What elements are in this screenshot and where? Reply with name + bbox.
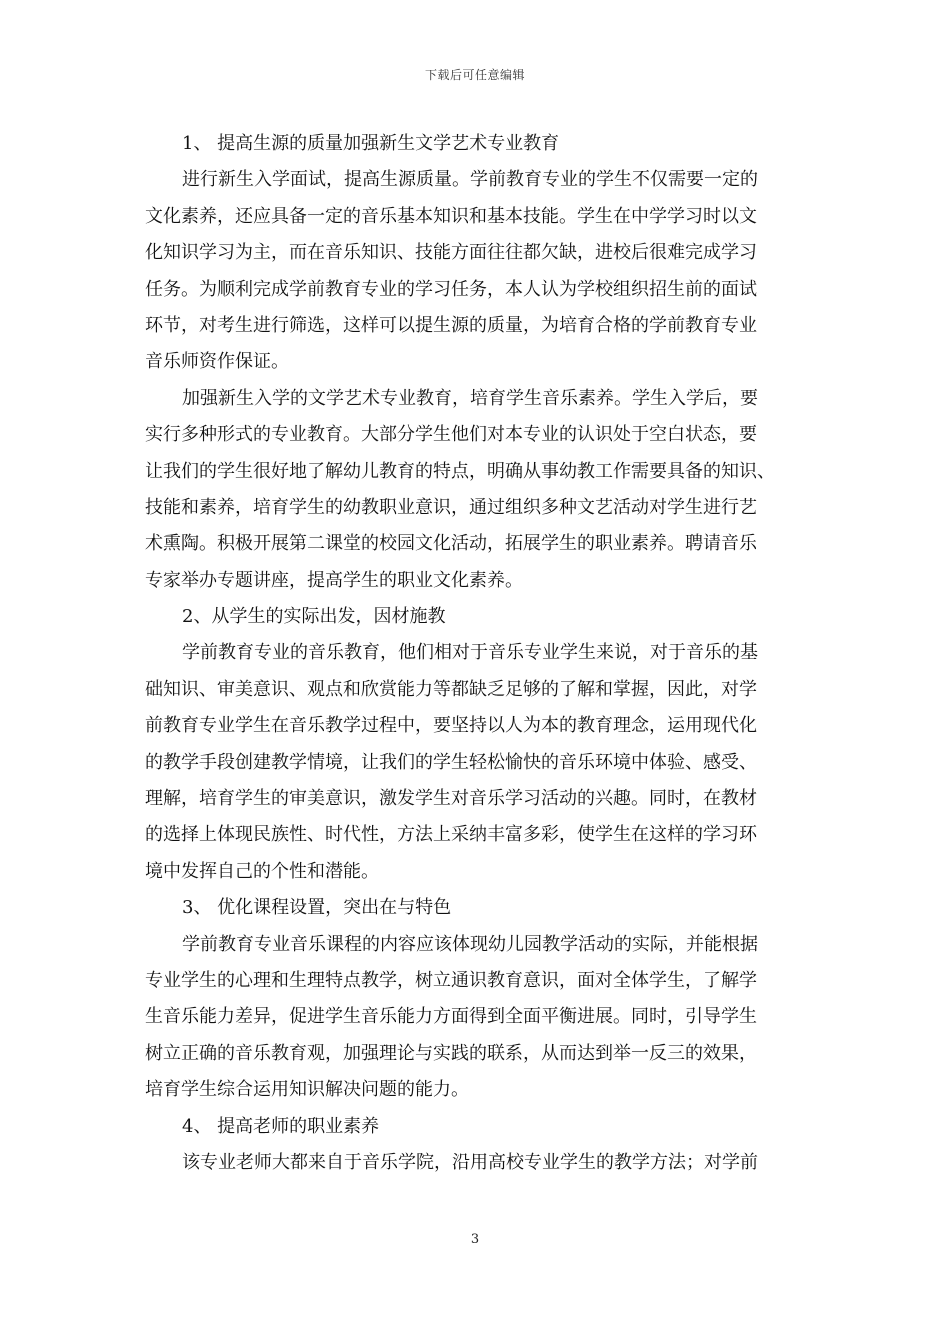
page-header: 下载后可任意编辑 — [424, 68, 525, 82]
text-line: 培育学生综合运用知识解决问题的能力。 — [145, 1079, 469, 1101]
text-line: 1、 提高生源的质量加强新生文学艺术专业教育 — [182, 133, 560, 154]
text-line: 2、从学生的实际出发，因材施教 — [182, 606, 446, 628]
text-line: 环节，对考生进行筛选，这样可以提生源的质量，为培育合格的学前教育专业 — [145, 314, 757, 336]
text-line: 学前教育专业音乐课程的内容应该体现幼儿园教学活动的实际，并能根据 — [182, 933, 758, 955]
text-line: 音乐师资作保证。 — [145, 351, 289, 373]
text-line: 境中发挥自己的个性和潜能。 — [145, 860, 379, 882]
text-line: 础知识、审美意识、观点和欣赏能力等都缺乏足够的了解和掌握，因此，对学 — [145, 678, 757, 700]
text-line: 化知识学习为主，而在音乐知识、技能方面往往都欠缺，进校后很难完成学习 — [145, 242, 757, 264]
text-line: 专家举办专题讲座，提高学生的职业文化素养。 — [145, 569, 523, 591]
page-number: 3 — [470, 1232, 480, 1247]
text-line: 任务。为顺利完成学前教育专业的学习任务，本人认为学校组织招生前的面试 — [145, 278, 757, 300]
text-line: 专业学生的心理和生理特点教学，树立通识教育意识，面对全体学生，了解学 — [145, 969, 757, 991]
text-line: 文化素养，还应具备一定的音乐基本知识和基本技能。学生在中学学习时以文 — [145, 205, 757, 227]
text-line: 学前教育专业的音乐教育，他们相对于音乐专业学生来说，对于音乐的基 — [182, 642, 758, 664]
text-line: 让我们的学生很好地了解幼儿教育的特点，明确从事幼教工作需要具备的知识、 — [145, 460, 775, 482]
text-line: 生音乐能力差异，促进学生音乐能力方面得到全面平衡进展。同时，引导学生 — [145, 1006, 757, 1028]
text-line: 理解，培育学生的审美意识，激发学生对音乐学习活动的兴趣。同时，在教材 — [145, 788, 757, 810]
text-line: 术熏陶。积极开展第二课堂的校园文化活动，拓展学生的职业素养。聘请音乐 — [145, 533, 757, 555]
text-line: 进行新生入学面试，提高生源质量。学前教育专业的学生不仅需要一定的 — [182, 169, 758, 191]
text-line: 技能和素养，培育学生的幼教职业意识，通过组织多种文艺活动对学生进行艺 — [145, 496, 757, 518]
text-line: 加强新生入学的文学艺术专业教育，培育学生音乐素养。学生入学后，要 — [182, 387, 758, 409]
document-body — [145, 126, 813, 1181]
text-line: 4、 提高老师的职业素养 — [182, 1115, 380, 1137]
text-line: 实行多种形式的专业教育。大部分学生他们对本专业的认识处于空白状态，要 — [145, 424, 757, 446]
text-line: 该专业老师大都来自于音乐学院，沿用高校专业学生的教学方法；对学前 — [182, 1151, 758, 1173]
text-line: 的教学手段创建教学情境，让我们的学生轻松愉快的音乐环境中体验、感受、 — [145, 751, 757, 773]
text-line: 的选择上体现民族性、时代性，方法上采纳丰富多彩，使学生在这样的学习环 — [145, 824, 757, 846]
text-line: 3、 优化课程设置，突出在与特色 — [182, 897, 452, 919]
text-line: 树立正确的音乐教育观，加强理论与实践的联系，从而达到举一反三的效果， — [145, 1042, 757, 1064]
text-line: 前教育专业学生在音乐教学过程中，要坚持以人为本的教育理念，运用现代化 — [145, 715, 757, 737]
